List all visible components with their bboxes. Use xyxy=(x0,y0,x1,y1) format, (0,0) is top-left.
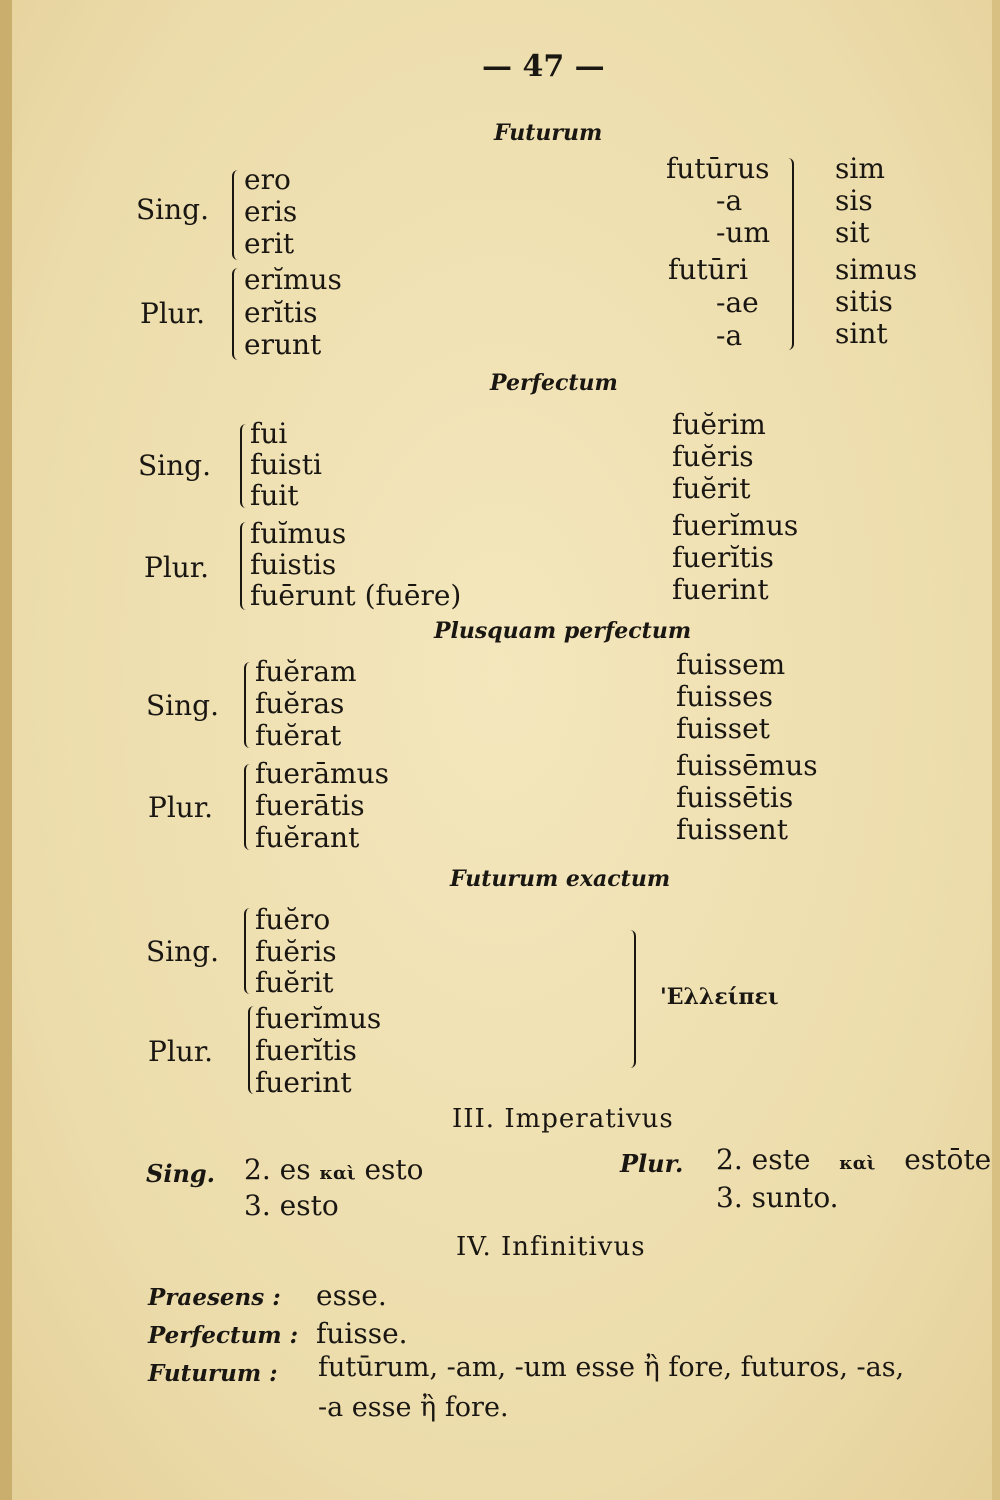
futurum-exactum-plur-brace xyxy=(248,1006,254,1094)
plusquam-sing-3: fuĕrat xyxy=(255,719,342,752)
infinitivus-futurum-line2: -a esse ἢ fore. xyxy=(318,1392,509,1423)
imperativus-heading: III. Imperativus xyxy=(452,1104,674,1134)
plusquam-subj-1: fuissem xyxy=(676,648,786,681)
futurum-part-4: futūri xyxy=(668,253,749,286)
imperativus-sing-2-es: es xyxy=(279,1153,311,1186)
futurum-exactum-sing-label: Sing. xyxy=(146,935,219,968)
futurum-exactum-plur-1: fuerĭmus xyxy=(255,1002,382,1035)
plusquam-subj-6: fuissent xyxy=(676,813,788,846)
perfectum-subj-6: fuerint xyxy=(672,573,769,606)
futurum-aux-5: sitis xyxy=(835,285,893,318)
page-edge-right xyxy=(992,0,1000,1500)
imperativus-plur-3-sunto: sunto. xyxy=(751,1181,839,1214)
infinitivus-futurum-line1: futūrum, -am, -um esse ἢ fore, futuros, -as, xyxy=(318,1352,905,1383)
page-edge-left xyxy=(0,0,12,1500)
futurum-exactum-sing-3: fuĕrit xyxy=(255,966,334,999)
perfectum-plur-3: fuērunt (fuēre) xyxy=(250,579,462,612)
plusquam-plur-1: fuerāmus xyxy=(255,757,389,790)
imperativus-plur-2-number: 2. xyxy=(716,1143,743,1176)
plusquam-subj-3: fuisset xyxy=(676,712,770,745)
plusquam-subj-2: fuisses xyxy=(676,680,774,713)
futurum-part-1: futūrus xyxy=(666,152,770,185)
perfectum-sing-brace xyxy=(240,424,246,508)
perfectum-sing-label: Sing. xyxy=(138,449,211,482)
imperativus-sing-3-number: 3. xyxy=(244,1189,271,1222)
imperativus-sing-2-esto: esto xyxy=(364,1153,424,1186)
imperativus-sing-3-esto: esto xyxy=(279,1189,339,1222)
futurum-exactum-plur-2: fuerĭtis xyxy=(255,1034,357,1067)
futurum-aux-3: sit xyxy=(835,216,870,249)
futurum-heading: Futurum xyxy=(494,120,603,146)
plusquam-sing-label: Sing. xyxy=(146,689,219,722)
plusquam-subj-5: fuissētis xyxy=(676,781,794,814)
plusquam-plur-label: Plur. xyxy=(148,791,214,824)
futurum-exactum-big-brace xyxy=(630,930,636,1068)
plusquam-subj-4: fuissēmus xyxy=(676,749,818,782)
futurum-sing-label: Sing. xyxy=(136,193,209,226)
futurum-aux-4: simus xyxy=(835,253,918,286)
futurum-plur-3: erunt xyxy=(244,328,322,361)
perfectum-subj-5: fuerĭtis xyxy=(672,541,774,574)
perfectum-plur-1: fuĭmus xyxy=(250,517,347,550)
futurum-sing-3: erit xyxy=(244,227,295,260)
perfectum-sing-1: fui xyxy=(250,417,288,450)
futurum-aux-1: sim xyxy=(835,152,885,185)
futurum-exactum-sing-2: fuĕris xyxy=(255,935,337,968)
perfectum-plur-label: Plur. xyxy=(144,551,210,584)
perfectum-plur-brace xyxy=(240,522,246,610)
imperativus-sing-2-number: 2. xyxy=(244,1153,271,1186)
infinitivus-futurum-label: Futurum : xyxy=(148,1360,278,1387)
plusquam-plur-brace xyxy=(244,764,250,850)
futurum-part-3: -um xyxy=(716,216,771,249)
perfectum-sing-3: fuit xyxy=(250,479,299,512)
plusquam-heading: Plusquam perfectum xyxy=(434,618,692,644)
page-number: — 47 — xyxy=(482,49,605,84)
futurum-part-6: -a xyxy=(716,319,743,352)
imperativus-plur-3 xyxy=(716,1181,839,1214)
plusquam-plur-3: fuĕrant xyxy=(255,821,360,854)
futurum-exactum-plur-label: Plur. xyxy=(148,1035,214,1068)
perfectum-sing-2: fuisti xyxy=(250,448,322,481)
futurum-exactum-deficit: 'Ελλείπει xyxy=(660,984,779,1010)
futurum-sing-brace xyxy=(232,170,238,260)
futurum-exactum-plur-3: fuerint xyxy=(255,1066,352,1099)
futurum-exactum-sing-1: fuĕro xyxy=(255,903,331,936)
futurum-plur-brace xyxy=(232,268,238,360)
futurum-exactum-sing-brace xyxy=(244,908,250,994)
imperativus-sing-3 xyxy=(244,1189,339,1222)
imperativus-plur-label: Plur. xyxy=(620,1149,684,1178)
plusquam-sing-1: fuĕram xyxy=(255,655,357,688)
futurum-part-5: -ae xyxy=(716,286,759,319)
imperativus-sing-2 xyxy=(244,1153,424,1186)
perfectum-subj-2: fuĕris xyxy=(672,440,754,473)
imperativus-plur-kai: καὶ xyxy=(839,1153,876,1174)
perfectum-subj-1: fuĕrim xyxy=(672,408,766,441)
futurum-sing-2: eris xyxy=(244,195,298,228)
perfectum-subj-4: fuerĭmus xyxy=(672,509,799,542)
imperativus-plur-2-este: este xyxy=(751,1143,811,1176)
plusquam-sing-brace xyxy=(244,662,250,748)
futurum-plur-2: erĭtis xyxy=(244,296,318,329)
perfectum-plur-2: fuistis xyxy=(250,548,337,581)
plusquam-sing-2: fuĕras xyxy=(255,687,345,720)
futurum-part-2: -a xyxy=(716,184,743,217)
futurum-sing-1: ero xyxy=(244,163,291,196)
perfectum-subj-3: fuĕrit xyxy=(672,472,751,505)
futurum-aux-6: sint xyxy=(835,317,888,350)
futurum-part-brace xyxy=(788,158,794,350)
plusquam-plur-2: fuerātis xyxy=(255,789,365,822)
infinitivus-heading: IV. Infinitivus xyxy=(456,1232,646,1262)
futurum-plur-label: Plur. xyxy=(140,297,206,330)
imperativus-plur-2 xyxy=(716,1143,992,1176)
imperativus-sing-kai: καὶ xyxy=(319,1163,356,1184)
infinitivus-praesens-value: esse. xyxy=(316,1279,387,1312)
infinitivus-perfectum-label: Perfectum : xyxy=(148,1322,299,1349)
imperativus-plur-2-estote: estōte xyxy=(904,1143,992,1176)
futurum-plur-1: erĭmus xyxy=(244,263,342,296)
infinitivus-perfectum-value: fuisse. xyxy=(316,1317,408,1350)
futurum-aux-2: sis xyxy=(835,184,873,217)
imperativus-plur-3-number: 3. xyxy=(716,1181,743,1214)
imperativus-sing-label: Sing. xyxy=(146,1159,216,1188)
futurum-exactum-heading: Futurum exactum xyxy=(450,866,671,892)
infinitivus-praesens-label: Praesens : xyxy=(148,1284,281,1311)
perfectum-heading: Perfectum xyxy=(490,370,618,396)
